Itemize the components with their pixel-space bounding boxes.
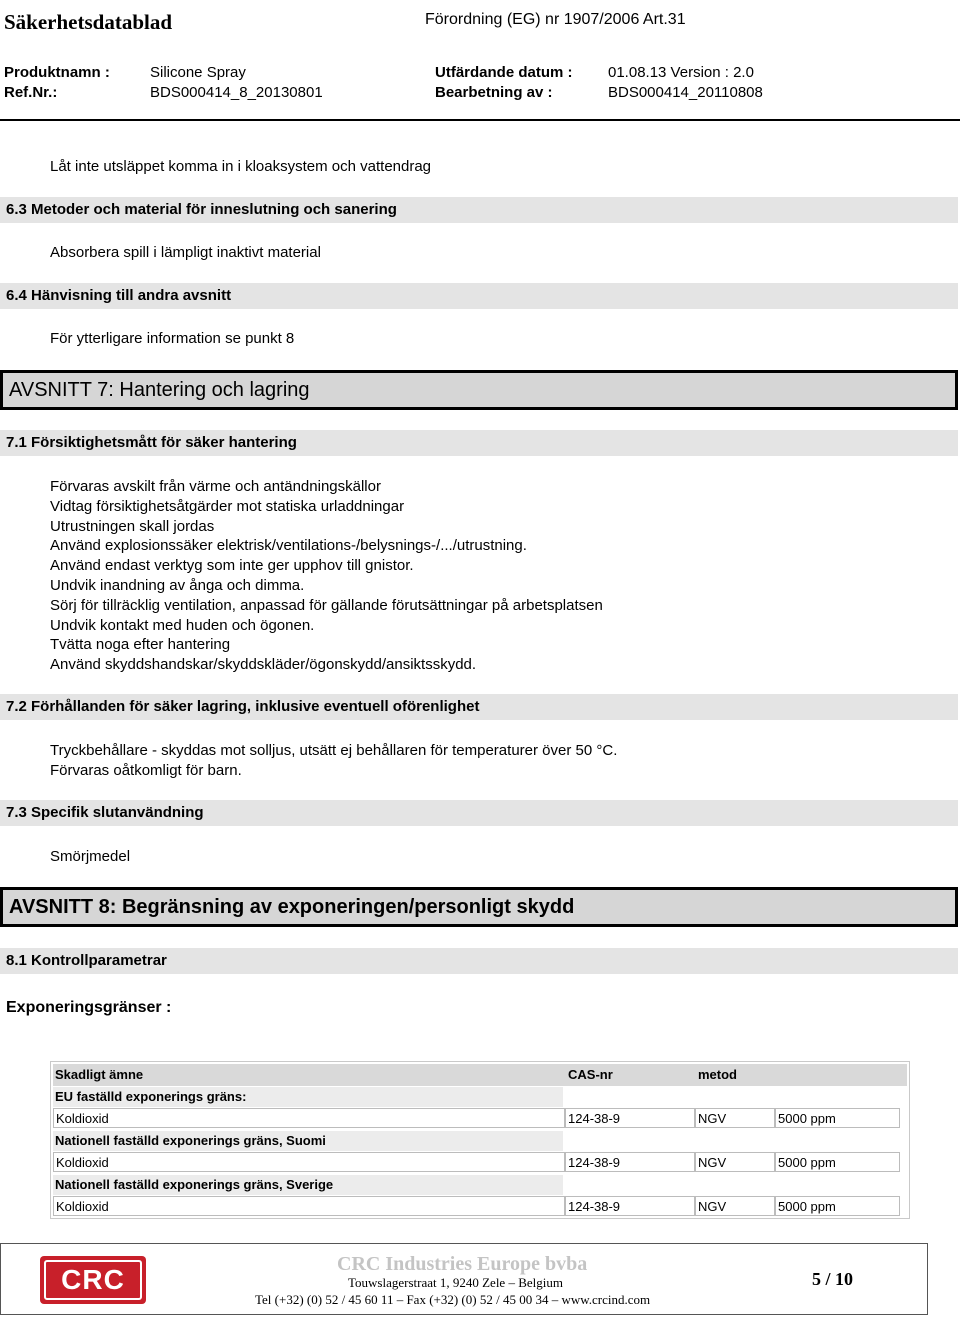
text-line: Undvik inandning av ånga och dimma. [50,576,305,594]
page-number: 5 / 10 [812,1269,854,1289]
table-cell-value: 5000 ppm [775,1196,900,1216]
exposure-limits-label: Exponeringsgränser : [6,999,172,1016]
text-6-3: Absorbera spill i lämpligt inaktivt material [50,244,321,261]
product-value: Silicone Spray [150,64,246,81]
subsection-7-1-heading: 7.1 Försiktighetsmått för säker hantering [0,430,958,456]
issue-date-label: Utfärdande datum : [435,64,573,81]
table-cell-value: 5000 ppm [775,1152,900,1172]
table-cell-method: NGV [695,1108,775,1128]
text-7-1 [50,477,603,675]
company-name: CRC Industries Europe bvba [337,1253,588,1275]
table-cell-cas: 124-38-9 [565,1152,695,1172]
col-header-substance: Skadligt ämne [55,1067,144,1082]
header-divider [0,119,960,121]
table-cell-substance: Koldioxid [53,1152,565,1172]
issue-date-value: 01.08.13 Version : 2.0 [608,64,754,81]
text-6-2-end: Låt inte utsläppet komma in i kloaksystem och vattendrag [50,158,432,175]
text-line: Sörj för tillräcklig ventilation, anpassad för gällande förutsättningar på arbetsplatsen [50,596,603,614]
text-line: Vidtag försiktighetsåtgärder mot statiska urladdningar [50,497,405,515]
product-label: Produktnamn : [4,64,110,81]
table-cell-method: NGV [695,1196,775,1216]
text-line: Använd explosionssäker elektrisk/ventilations-/belysnings-/.../utrustning. [50,537,527,555]
text-line: Använd endast verktyg som inte ger upphov till gnistor. [50,557,414,575]
subsection-7-3-heading: 7.3 Specifik slutanvändning [0,800,958,826]
revision-value: BDS000414_20110808 [608,84,763,101]
text-6-4: För ytterligare information se punkt 8 [50,330,295,347]
table-cell-substance: Koldioxid [53,1196,565,1216]
logo-text: CRC [44,1260,142,1300]
text-line: Tryckbehållare - skyddas mot solljus, utsätt ej behållaren för temperaturer över 50 °C. [50,742,618,759]
text-line: Förvaras oåtkomligt för barn. [50,761,242,779]
subsection-8-1-heading: 8.1 Kontrollparametrar [0,948,958,974]
revision-label: Bearbetning av : [435,84,553,101]
table-cell-substance: Koldioxid [53,1108,565,1128]
company-address: Touwslagerstraat 1, 9240 Zele – Belgium [348,1275,563,1290]
table-group-title: EU faställd exponerings gräns: [53,1087,563,1107]
section-7-heading: AVSNITT 7: Hantering och lagring [0,370,958,410]
table-cell-value: 5000 ppm [775,1108,900,1128]
table-cell-method: NGV [695,1152,775,1172]
subsection-7-2-heading: 7.2 Förhållanden för säker lagring, inklusive eventuell oförenlighet [0,694,958,720]
text-line: Utrustningen skall jordas [50,517,215,535]
ref-value: BDS000414_8_20130801 [150,84,323,101]
table-cell-cas: 124-38-9 [565,1108,695,1128]
table-group-title: Nationell faställd exponerings gräns, Sverige [53,1175,563,1195]
regulation-reference: Förordning (EG) nr 1907/2006 Art.31 [425,11,686,28]
text-line: Använd skyddshandskar/skyddskläder/ögonskydd/ansiktsskydd. [50,656,477,674]
document-title: Säkerhetsdatablad [4,10,173,34]
text-7-3: Smörjmedel [50,848,131,865]
ref-label: Ref.Nr.: [4,84,58,101]
col-header-method: metod [698,1067,737,1082]
text-line: Tvätta noga efter hantering [50,636,231,654]
subsection-6-4-heading: 6.4 Hänvisning till andra avsnitt [0,283,958,309]
section-8-heading: AVSNITT 8: Begränsning av exponeringen/personligt skydd [0,887,958,927]
text-line: Undvik kontakt med huden och ögonen. [50,616,315,634]
col-header-cas: CAS-nr [568,1067,613,1082]
company-contact: Tel (+32) (0) 52 / 45 60 11 – Fax (+32) (0) 52 / 45 00 34 – www.crcind.com [255,1292,651,1307]
crc-logo [40,1256,146,1304]
exposure-limits-table [50,1061,910,1219]
text-line: Förvaras avskilt från värme och antändningskällor [50,478,381,495]
text-7-2 [50,741,617,781]
table-group-title: Nationell faställd exponerings gräns, Suomi [53,1131,563,1151]
subsection-6-3-heading: 6.3 Metoder och material för inneslutning och sanering [0,197,958,223]
table-cell-cas: 124-38-9 [565,1196,695,1216]
